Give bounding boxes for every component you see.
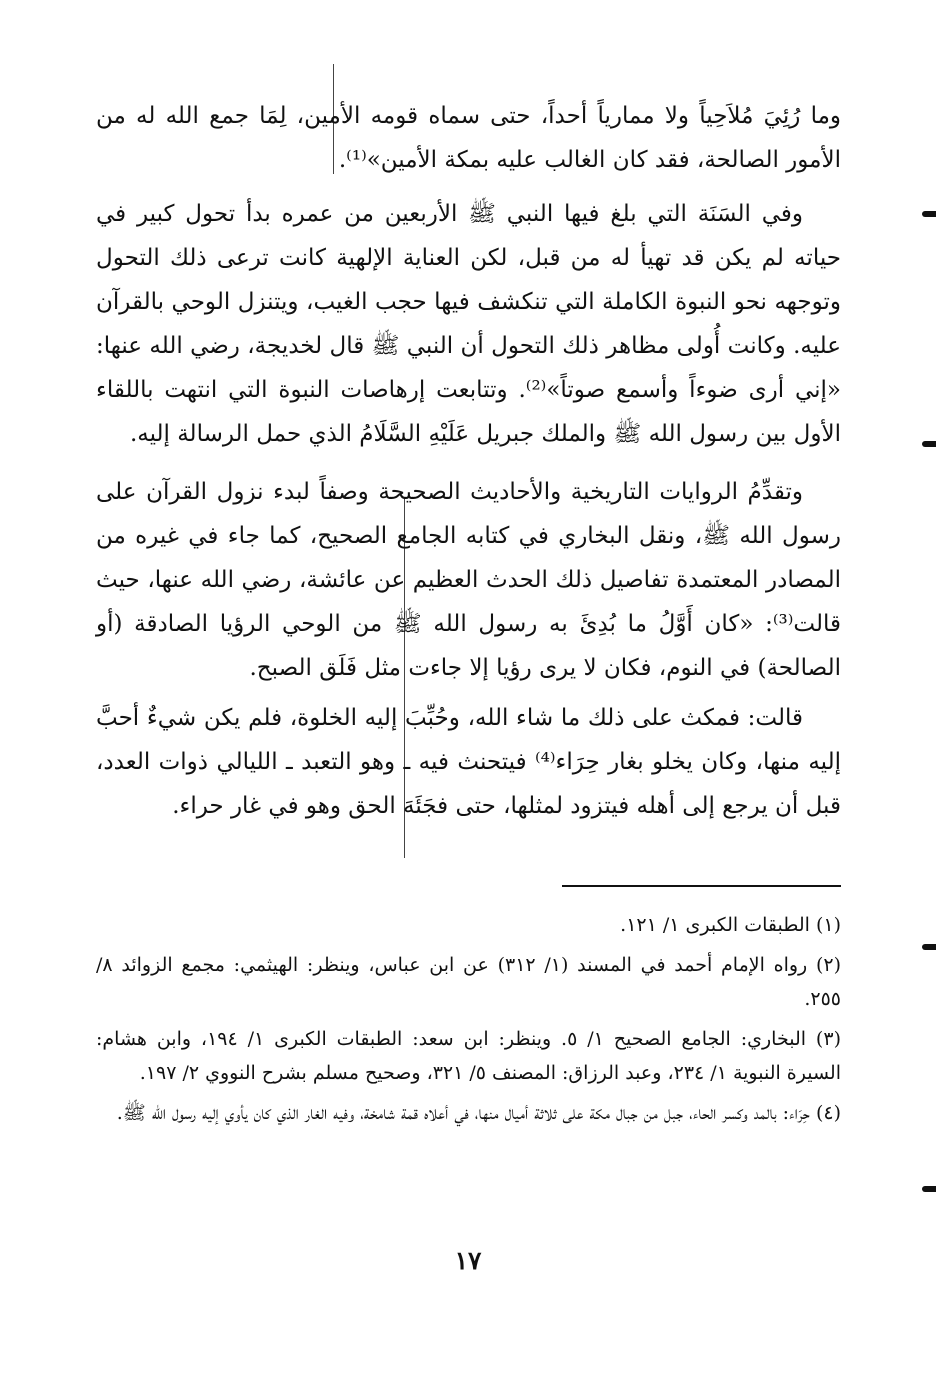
footnote-2: (٢) رواه الإمام أحمد في المسند (١/ ٣١٢) عن ابن عباس، وينظر: الهيثمي: مجمع الزوائد ٨/ ٢٥٥. (96, 954, 841, 1010)
paragraph-2: وفي السَنَة التي بلغ فيها النبي ﷺ الأربعين من عمره بدأ تحول كبير في حياته لم يكن قد تهيأ له من قبل، لكن العناية الإلهية كانت ترعى ذلك التحول وتوجهه نحو النبوة الكاملة التي تنكشف فيها حجب الغيب، ويتنزل الوحي بالقرآن عليه. وكانت أُولى مظاهر ذلك التحول أن النبي ﷺ قال لخديجة، رضي الله عنها: «إني أرى ضوءاً وأسمع صوتاً»⁽²⁾. وتتابعت إرهاصات النبوة التي انتهت باللقاء الأول بين رسول الله ﷺ والملك جبريل عَلَيْهِ السَّلَامُ الذي حمل الرسالة إليه. (96, 201, 841, 447)
page-edge-mark-2 (922, 441, 936, 447)
footnote-1: (١) الطبقات الكبرى ١/ ١٢١. (620, 914, 841, 936)
main-text (96, 94, 841, 828)
footnote-4: (٤) حِرَاء: بالمد وكسر الحاء، جبل من جبال مكة على ثلاثة أميال منها، في أعلاه قمة شامخة، وفيه الغار الذي كان يأوي إليه رسول الله ﷺ. (116, 1102, 841, 1124)
page-number: ١٧ (454, 1246, 482, 1275)
paragraph-3: وتقدِّمُ الروايات التاريخية والأحاديث الصحيحة وصفاً لبدء نزول القرآن على رسول الله ﷺ، ونقل البخاري في كتابه الجامع الصحيح، كما جاء في غيره من المصادر المعتمدة تفاصيل ذلك الحدث العظيم عن عائشة، رضي الله عنها، حيث قالت⁽³⁾: «كان أَوَّلُ ما بُدِئَ به رسول الله ﷺ من الوحي الرؤيا الصادقة (أو الصالحة) في النوم، فكان لا يرى رؤيا إلا جاءت مثل فَلَق الصبح. (96, 479, 841, 681)
footnotes (96, 908, 841, 1130)
paragraph-1: وما رُئِيَ مُلاَحِياً ولا ممارياً أحداً، حتى سماه قومه الأمين، لِمَا جمع الله له من الأمور الصالحة، فقد كان الغالب عليه بمكة الأمين»⁽¹⁾. (96, 103, 841, 173)
footnote-3: (٣) البخاري: الجامع الصحيح ١/ ٥. وينظر: ابن سعد: الطبقات الكبرى ١/ ١٩٤، وابن هشام: السيرة النبوية ١/ ٢٣٤، وعبد الرزاق: المصنف ٥/ ٣٢١، وصحيح مسلم بشرح النووي ٢/ ١٩٧. (96, 1028, 841, 1084)
page-edge-mark-1 (922, 211, 936, 217)
page-edge-mark-3 (922, 944, 936, 950)
footnote-separator (562, 885, 841, 887)
paragraph-4: قالت: فمكث على ذلك ما شاء الله، وحُبِّبَ إليه الخلوة، فلم يكن شيءٌ أحبَّ إليه منها، وكان يخلو بغار حِرَاء⁽⁴⁾ فيتحنث فيه ـ وهو التعبد ـ الليالي ذوات العدد، قبل أن يرجع إلى أهله فيتزود لمثلها، حتى فجَئَهَ الحق وهو في غار حراء. (96, 705, 841, 819)
page-edge-mark-4 (922, 1186, 936, 1192)
